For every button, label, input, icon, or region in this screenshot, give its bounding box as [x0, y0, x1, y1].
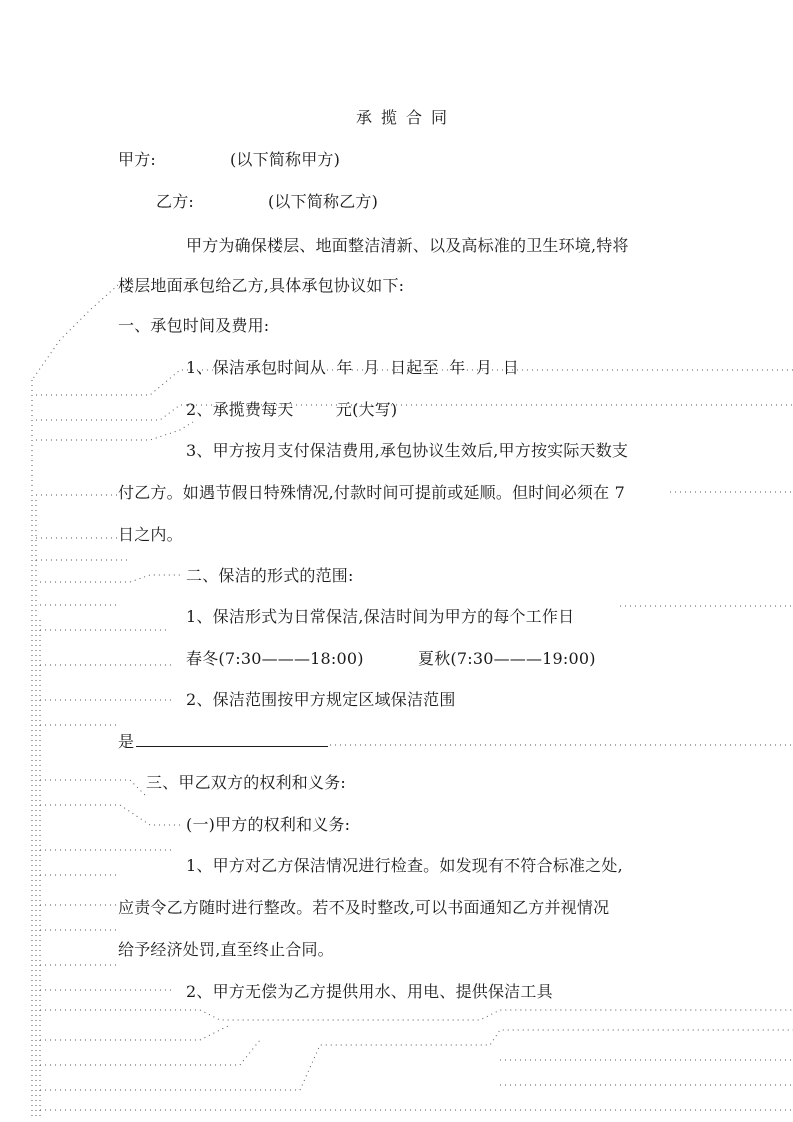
intro-paragraph-line-2: 楼层地面承包给乙方,具体承包协议如下: — [118, 276, 405, 295]
section-1-item-3-line-1: 3、甲方按月支付保洁费用,承包协议生效后,甲方按实际天数支 — [186, 441, 629, 460]
section-3-item-1-line-1: 1、甲方对乙方保洁情况进行检查。如发现有不符合标准之处, — [186, 856, 623, 875]
section-2-item-2-prefix: 是 — [118, 732, 135, 751]
section-1-item-2: 2、承揽费每天 元(大写) — [186, 400, 398, 419]
section-1-item-3-line-3: 日之内。 — [118, 525, 183, 544]
section-2-winter-hours: 春冬(7:30———18:00) — [186, 649, 364, 668]
intro-paragraph-line-1: 甲方为确保楼层、地面整洁清新、以及高标准的卫生环境,特将 — [186, 236, 629, 255]
section-3-item-2: 2、甲方无偿为乙方提供用水、用电、提供保洁工具 — [186, 982, 553, 1001]
section-2-summer-hours: 夏秋(7:30———19:00) — [418, 649, 596, 668]
section-3-heading: 三、甲乙双方的权利和义务: — [146, 773, 346, 792]
party-b-line: 乙方: (以下简称乙方) — [156, 192, 379, 211]
section-2-heading: 二、保洁的形式的范围: — [186, 566, 354, 585]
section-3-item-1-line-3: 给予经济处罚,直至终止合同。 — [118, 940, 334, 959]
section-1-item-3-line-2: 付乙方。如遇节假日特殊情况,付款时间可提前或延顺。但时间必须在 7 — [118, 483, 625, 502]
section-1-item-1: 1、保洁承包时间从 年 月 日起至 年 月 日 — [186, 358, 520, 377]
contract-title: 承揽合同 — [356, 108, 457, 127]
section-1-heading: 一、承包时间及费用: — [118, 316, 270, 335]
section-2-item-2-continued — [118, 732, 328, 752]
section-3-subheading-party-a: (一)甲方的权利和义务: — [186, 815, 351, 834]
section-3-item-1-line-2: 应责令乙方随时进行整改。若不及时整改,可以书面通知乙方并视情况 — [118, 898, 610, 917]
party-a-line: 甲方: (以下简称甲方) — [118, 150, 341, 169]
scope-blank-line — [136, 732, 328, 747]
section-2-item-2: 2、保洁范围按甲方规定区域保洁范围 — [186, 690, 456, 709]
section-2-item-1: 1、保洁形式为日常保洁,保洁时间为甲方的每个工作日 — [186, 607, 575, 626]
